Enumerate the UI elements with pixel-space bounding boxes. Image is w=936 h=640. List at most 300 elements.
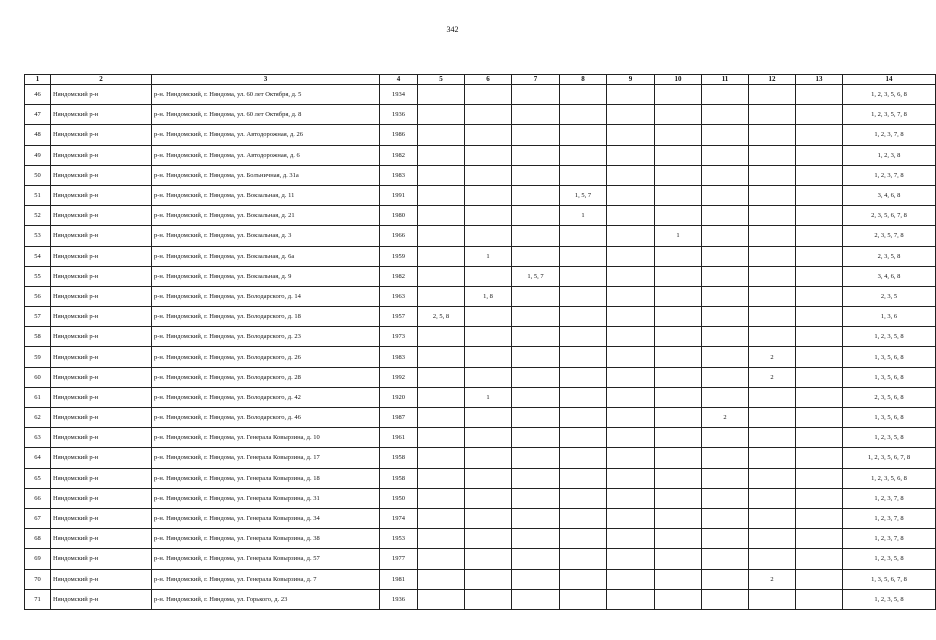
table-cell bbox=[465, 569, 512, 589]
table-cell bbox=[655, 145, 702, 165]
table-cell bbox=[465, 327, 512, 347]
table-cell: 3, 4, 6, 8 bbox=[843, 185, 936, 205]
table-row bbox=[25, 569, 936, 589]
table-cell bbox=[796, 569, 843, 589]
table-cell: 1, 8 bbox=[465, 286, 512, 306]
table-cell bbox=[702, 125, 749, 145]
table-cell: р-н. Няндомский, г. Няндома, ул. Генерала Ковырзина, д. 31 bbox=[152, 488, 380, 508]
column-header: 9 bbox=[607, 75, 655, 85]
table-cell bbox=[749, 206, 796, 226]
table-cell bbox=[418, 105, 465, 125]
table-cell bbox=[560, 145, 607, 165]
table-cell: р-н. Няндомский, г. Няндома, ул. Болъничная, д. 31а bbox=[152, 165, 380, 185]
table-cell bbox=[607, 448, 655, 468]
table-cell bbox=[607, 347, 655, 367]
table-cell: 2, 3, 5, 6, 8 bbox=[843, 387, 936, 407]
table-cell: Няндомский р-н bbox=[51, 226, 152, 246]
table-cell: 1, 5, 7 bbox=[560, 185, 607, 205]
table-cell bbox=[655, 468, 702, 488]
table-cell bbox=[418, 125, 465, 145]
table-cell bbox=[607, 85, 655, 105]
column-header: 3 bbox=[152, 75, 380, 85]
table-row bbox=[25, 226, 936, 246]
table-cell: 2 bbox=[749, 347, 796, 367]
table-cell bbox=[702, 428, 749, 448]
table-cell bbox=[512, 206, 560, 226]
table-cell: Няндомский р-н bbox=[51, 508, 152, 528]
table-cell bbox=[607, 105, 655, 125]
table-cell bbox=[749, 488, 796, 508]
table-cell bbox=[512, 286, 560, 306]
table-cell bbox=[702, 488, 749, 508]
table-cell: 1961 bbox=[380, 428, 418, 448]
table-cell: 1963 bbox=[380, 286, 418, 306]
column-header: 10 bbox=[655, 75, 702, 85]
table-cell bbox=[418, 387, 465, 407]
table-cell bbox=[796, 549, 843, 569]
table-cell bbox=[560, 125, 607, 145]
table-row bbox=[25, 428, 936, 448]
table-cell: 1, 2, 3, 7, 8 bbox=[843, 488, 936, 508]
table-cell: 1, 2, 3, 7, 8 bbox=[843, 165, 936, 185]
table-row bbox=[25, 508, 936, 528]
table-cell: 1950 bbox=[380, 488, 418, 508]
table-cell bbox=[418, 488, 465, 508]
table-cell bbox=[512, 589, 560, 609]
table-cell bbox=[655, 307, 702, 327]
table-cell bbox=[607, 307, 655, 327]
table-cell bbox=[749, 468, 796, 488]
table-cell bbox=[418, 569, 465, 589]
table-row bbox=[25, 145, 936, 165]
table-cell bbox=[560, 387, 607, 407]
table-cell: 1, 3, 5, 6, 7, 8 bbox=[843, 569, 936, 589]
table-cell bbox=[418, 529, 465, 549]
table-cell bbox=[465, 165, 512, 185]
table-row bbox=[25, 529, 936, 549]
table-cell bbox=[607, 569, 655, 589]
column-header: 14 bbox=[843, 75, 936, 85]
table-cell: 69 bbox=[25, 549, 51, 569]
table-cell: 1987 bbox=[380, 408, 418, 428]
table-cell bbox=[702, 246, 749, 266]
table-cell bbox=[655, 508, 702, 528]
table-cell: 59 bbox=[25, 347, 51, 367]
table-cell bbox=[560, 428, 607, 448]
table-cell bbox=[418, 185, 465, 205]
table-cell bbox=[702, 387, 749, 407]
column-header: 13 bbox=[796, 75, 843, 85]
table-cell: 1980 bbox=[380, 206, 418, 226]
table-cell bbox=[702, 468, 749, 488]
table-row bbox=[25, 246, 936, 266]
table-cell bbox=[607, 387, 655, 407]
table-cell bbox=[560, 246, 607, 266]
table-cell: Няндомский р-н bbox=[51, 448, 152, 468]
table-cell bbox=[418, 508, 465, 528]
table-cell: 1983 bbox=[380, 347, 418, 367]
table-cell: Няндомский р-н bbox=[51, 549, 152, 569]
table-cell bbox=[465, 125, 512, 145]
table-cell bbox=[655, 185, 702, 205]
table-cell bbox=[607, 266, 655, 286]
table-cell: Няндомский р-н bbox=[51, 307, 152, 327]
table-cell: 2 bbox=[702, 408, 749, 428]
table-cell bbox=[655, 246, 702, 266]
table-cell bbox=[512, 185, 560, 205]
table-cell: 1 bbox=[465, 246, 512, 266]
table-cell bbox=[655, 488, 702, 508]
table-cell bbox=[702, 569, 749, 589]
table-cell bbox=[512, 246, 560, 266]
table-cell bbox=[702, 508, 749, 528]
table-cell bbox=[560, 266, 607, 286]
table-cell bbox=[512, 408, 560, 428]
column-header: 8 bbox=[560, 75, 607, 85]
table-cell bbox=[655, 408, 702, 428]
table-cell: 1, 3, 5, 6, 8 bbox=[843, 347, 936, 367]
table-cell bbox=[749, 448, 796, 468]
table-cell bbox=[655, 387, 702, 407]
table-cell: р-н. Няндомский, г. Няндома, ул. Генерала Ковырзина, д. 10 bbox=[152, 428, 380, 448]
table-cell: Няндомский р-н bbox=[51, 185, 152, 205]
table-cell bbox=[655, 529, 702, 549]
column-header: 12 bbox=[749, 75, 796, 85]
table-cell bbox=[796, 327, 843, 347]
table-cell bbox=[418, 226, 465, 246]
table-cell bbox=[749, 428, 796, 448]
table-cell bbox=[749, 408, 796, 428]
table-cell: р-н. Няндомский, г. Няндома, ул. Володарского, д. 46 bbox=[152, 408, 380, 428]
table-cell: 55 bbox=[25, 266, 51, 286]
table-cell: Няндомский р-н bbox=[51, 286, 152, 306]
table-cell bbox=[607, 488, 655, 508]
table-cell bbox=[607, 529, 655, 549]
table-cell: 66 bbox=[25, 488, 51, 508]
table-cell bbox=[702, 145, 749, 165]
table-cell bbox=[560, 408, 607, 428]
table-cell: 2, 3, 5, 7, 8 bbox=[843, 226, 936, 246]
table-cell bbox=[418, 367, 465, 387]
table-cell bbox=[418, 286, 465, 306]
table-cell bbox=[465, 589, 512, 609]
table-cell bbox=[465, 468, 512, 488]
page-number: 342 bbox=[446, 25, 459, 34]
column-header: 1 bbox=[25, 75, 51, 85]
table-cell bbox=[655, 266, 702, 286]
table-row bbox=[25, 105, 936, 125]
table-cell bbox=[749, 145, 796, 165]
table-cell bbox=[655, 589, 702, 609]
table-cell: 1, 5, 7 bbox=[512, 266, 560, 286]
table-cell bbox=[607, 125, 655, 145]
table-cell: р-н. Няндомский, г. Няндома, ул. Генерала Ковырзина, д. 18 bbox=[152, 468, 380, 488]
table-cell: р-н. Няндомский, г. Няндома, ул. 60 лет Октября, д. 8 bbox=[152, 105, 380, 125]
table-cell: 1, 2, 3, 5, 8 bbox=[843, 589, 936, 609]
table-cell bbox=[512, 85, 560, 105]
table-cell bbox=[796, 105, 843, 125]
table-cell bbox=[607, 206, 655, 226]
table-cell: 47 bbox=[25, 105, 51, 125]
table-cell bbox=[749, 327, 796, 347]
table-cell: 71 bbox=[25, 589, 51, 609]
table-cell: 1 bbox=[465, 387, 512, 407]
table-cell bbox=[512, 105, 560, 125]
table-cell bbox=[702, 85, 749, 105]
table-cell: 3, 4, 6, 8 bbox=[843, 266, 936, 286]
table-cell bbox=[560, 367, 607, 387]
table-cell: 50 bbox=[25, 165, 51, 185]
table-cell bbox=[796, 185, 843, 205]
table-cell bbox=[465, 266, 512, 286]
table-cell: 49 bbox=[25, 145, 51, 165]
table-cell bbox=[512, 327, 560, 347]
table-cell: 1, 2, 3, 5, 8 bbox=[843, 549, 936, 569]
table-cell: 1, 2, 3, 5, 6, 8 bbox=[843, 468, 936, 488]
table-cell: Няндомский р-н bbox=[51, 468, 152, 488]
table-cell bbox=[607, 286, 655, 306]
table-cell: 2, 3, 5, 6, 7, 8 bbox=[843, 206, 936, 226]
table-cell bbox=[465, 508, 512, 528]
table-cell bbox=[749, 105, 796, 125]
table-cell bbox=[465, 347, 512, 367]
data-table bbox=[24, 74, 936, 610]
table-cell: р-н. Няндомский, г. Няндома, ул. Генерала Ковырзина, д. 57 bbox=[152, 549, 380, 569]
table-cell bbox=[560, 488, 607, 508]
table-cell bbox=[796, 165, 843, 185]
table-cell bbox=[512, 125, 560, 145]
table-cell: р-н. Няндомский, г. Няндома, ул. Володарского, д. 14 bbox=[152, 286, 380, 306]
table-cell bbox=[607, 246, 655, 266]
table-cell bbox=[749, 387, 796, 407]
table-cell bbox=[465, 408, 512, 428]
table-cell: р-н. Няндомский, г. Няндома, ул. Володарского, д. 23 bbox=[152, 327, 380, 347]
table-cell bbox=[796, 206, 843, 226]
table-cell bbox=[465, 448, 512, 468]
table-cell: р-н. Няндомский, г. Няндома, ул. Володарского, д. 28 bbox=[152, 367, 380, 387]
table-cell bbox=[560, 307, 607, 327]
table-cell: 60 bbox=[25, 367, 51, 387]
table-cell bbox=[796, 529, 843, 549]
table-cell: р-н. Няндомский, г. Няндома, ул. Вокзальная, д. 9 bbox=[152, 266, 380, 286]
table-cell: 1, 2, 3, 5, 6, 7, 8 bbox=[843, 448, 936, 468]
table-cell: р-н. Няндомский, г. Няндома, ул. Горького, д. 23 bbox=[152, 589, 380, 609]
table-cell bbox=[465, 549, 512, 569]
table-row bbox=[25, 347, 936, 367]
table-cell bbox=[560, 165, 607, 185]
table-cell: 1982 bbox=[380, 266, 418, 286]
table-cell bbox=[607, 327, 655, 347]
table-cell: 68 bbox=[25, 529, 51, 549]
table-cell bbox=[796, 367, 843, 387]
table-cell bbox=[607, 468, 655, 488]
table-cell: 1966 bbox=[380, 226, 418, 246]
table-cell bbox=[418, 589, 465, 609]
table-cell: 57 bbox=[25, 307, 51, 327]
table-cell: 1986 bbox=[380, 125, 418, 145]
table-row bbox=[25, 307, 936, 327]
table-row bbox=[25, 185, 936, 205]
table-row bbox=[25, 85, 936, 105]
table-cell: 70 bbox=[25, 569, 51, 589]
table-cell bbox=[512, 488, 560, 508]
column-header: 5 bbox=[418, 75, 465, 85]
table-cell bbox=[749, 508, 796, 528]
table-row bbox=[25, 589, 936, 609]
table-cell: р-н. Няндомский, г. Няндома, ул. Генерала Ковырзина, д. 38 bbox=[152, 529, 380, 549]
table-cell: 1991 bbox=[380, 185, 418, 205]
table-cell bbox=[655, 448, 702, 468]
table-cell: р-н. Няндомский, г. Няндома, ул. Вокзальная, д. 21 bbox=[152, 206, 380, 226]
table-cell: Няндомский р-н bbox=[51, 347, 152, 367]
table-cell bbox=[702, 327, 749, 347]
table-cell bbox=[796, 347, 843, 367]
table-cell bbox=[796, 85, 843, 105]
table-cell bbox=[655, 125, 702, 145]
table-cell: Няндомский р-н bbox=[51, 105, 152, 125]
table-row bbox=[25, 488, 936, 508]
table-cell bbox=[418, 347, 465, 367]
table-cell bbox=[465, 105, 512, 125]
table-cell bbox=[560, 529, 607, 549]
table-cell: 1953 bbox=[380, 529, 418, 549]
table-cell: Няндомский р-н bbox=[51, 428, 152, 448]
table-cell: р-н. Няндомский, г. Няндома, ул. Володарского, д. 26 bbox=[152, 347, 380, 367]
table-cell: Няндомский р-н bbox=[51, 529, 152, 549]
table-cell: 2 bbox=[749, 569, 796, 589]
table-cell: Няндомский р-н bbox=[51, 327, 152, 347]
table-cell bbox=[560, 286, 607, 306]
table-cell bbox=[607, 428, 655, 448]
table-cell: 1958 bbox=[380, 468, 418, 488]
table-cell bbox=[418, 165, 465, 185]
table-cell bbox=[796, 266, 843, 286]
table-cell bbox=[655, 367, 702, 387]
table-cell bbox=[702, 105, 749, 125]
table-cell: 64 bbox=[25, 448, 51, 468]
table-cell: 2, 3, 5, 8 bbox=[843, 246, 936, 266]
table-cell bbox=[796, 125, 843, 145]
table-cell bbox=[607, 145, 655, 165]
table-cell bbox=[560, 105, 607, 125]
table-cell: р-н. Няндомский, г. Няндома, ул. Генерала Ковырзина, д. 34 bbox=[152, 508, 380, 528]
table-cell: 1992 bbox=[380, 367, 418, 387]
table-cell bbox=[796, 468, 843, 488]
table-row bbox=[25, 448, 936, 468]
table-cell bbox=[512, 508, 560, 528]
table-cell: Няндомский р-н bbox=[51, 589, 152, 609]
table-cell: р-н. Няндомский, г. Няндома, ул. Генерала Ковырзина, д. 7 bbox=[152, 569, 380, 589]
table-cell bbox=[607, 226, 655, 246]
table-cell: 62 bbox=[25, 408, 51, 428]
table-cell bbox=[607, 589, 655, 609]
column-header: 4 bbox=[380, 75, 418, 85]
table-cell bbox=[655, 347, 702, 367]
table-cell bbox=[702, 165, 749, 185]
table-cell bbox=[512, 145, 560, 165]
table-cell bbox=[655, 105, 702, 125]
table-cell: 67 bbox=[25, 508, 51, 528]
table-cell: Няндомский р-н bbox=[51, 367, 152, 387]
table-cell bbox=[418, 428, 465, 448]
table-cell bbox=[560, 468, 607, 488]
table-cell: 53 bbox=[25, 226, 51, 246]
table-cell: 51 bbox=[25, 185, 51, 205]
table-cell bbox=[560, 347, 607, 367]
table-cell bbox=[418, 448, 465, 468]
table-cell: 52 bbox=[25, 206, 51, 226]
table-cell: 1, 2, 3, 7, 8 bbox=[843, 529, 936, 549]
table-cell: 1, 2, 3, 7, 8 bbox=[843, 125, 936, 145]
table-cell bbox=[560, 226, 607, 246]
table-cell bbox=[702, 448, 749, 468]
table-cell: 1982 bbox=[380, 145, 418, 165]
table-row bbox=[25, 549, 936, 569]
table-cell bbox=[512, 165, 560, 185]
table-cell bbox=[749, 549, 796, 569]
table-cell bbox=[465, 367, 512, 387]
table-cell bbox=[749, 165, 796, 185]
table-cell bbox=[512, 307, 560, 327]
table-cell bbox=[512, 367, 560, 387]
table-cell bbox=[560, 448, 607, 468]
table-cell bbox=[512, 549, 560, 569]
table-cell bbox=[560, 569, 607, 589]
table-cell bbox=[749, 307, 796, 327]
table-cell: 1, 3, 5, 6, 8 bbox=[843, 408, 936, 428]
table-cell bbox=[702, 206, 749, 226]
table-cell: Няндомский р-н bbox=[51, 85, 152, 105]
table-row bbox=[25, 165, 936, 185]
table-cell bbox=[607, 367, 655, 387]
table-cell bbox=[796, 387, 843, 407]
column-header: 2 bbox=[51, 75, 152, 85]
table-cell: Няндомский р-н bbox=[51, 387, 152, 407]
table-cell bbox=[749, 125, 796, 145]
table-cell bbox=[749, 226, 796, 246]
table-cell bbox=[560, 549, 607, 569]
table-cell bbox=[796, 408, 843, 428]
table-cell bbox=[655, 327, 702, 347]
table-cell: 48 bbox=[25, 125, 51, 145]
table-cell bbox=[607, 508, 655, 528]
table-cell bbox=[465, 428, 512, 448]
table-cell bbox=[560, 85, 607, 105]
table-cell bbox=[796, 428, 843, 448]
table-cell: 1959 bbox=[380, 246, 418, 266]
table-cell bbox=[796, 488, 843, 508]
table-cell bbox=[607, 165, 655, 185]
table-cell: 2, 3, 5 bbox=[843, 286, 936, 306]
table-cell bbox=[796, 246, 843, 266]
table-cell bbox=[418, 266, 465, 286]
table-cell: Няндомский р-н bbox=[51, 408, 152, 428]
table-cell bbox=[465, 307, 512, 327]
table-cell bbox=[702, 589, 749, 609]
table-cell bbox=[702, 347, 749, 367]
table-cell: 1, 2, 3, 5, 7, 8 bbox=[843, 105, 936, 125]
table-cell bbox=[796, 145, 843, 165]
table-row bbox=[25, 206, 936, 226]
table-cell: 1974 bbox=[380, 508, 418, 528]
table-cell: 1, 2, 3, 5, 8 bbox=[843, 428, 936, 448]
table-cell: р-н. Няндомский, г. Няндома, ул. Автодорожная, д. 6 bbox=[152, 145, 380, 165]
table-row bbox=[25, 266, 936, 286]
table-row bbox=[25, 125, 936, 145]
table-cell bbox=[655, 206, 702, 226]
table-cell: 2, 5, 8 bbox=[418, 307, 465, 327]
table-cell bbox=[465, 529, 512, 549]
